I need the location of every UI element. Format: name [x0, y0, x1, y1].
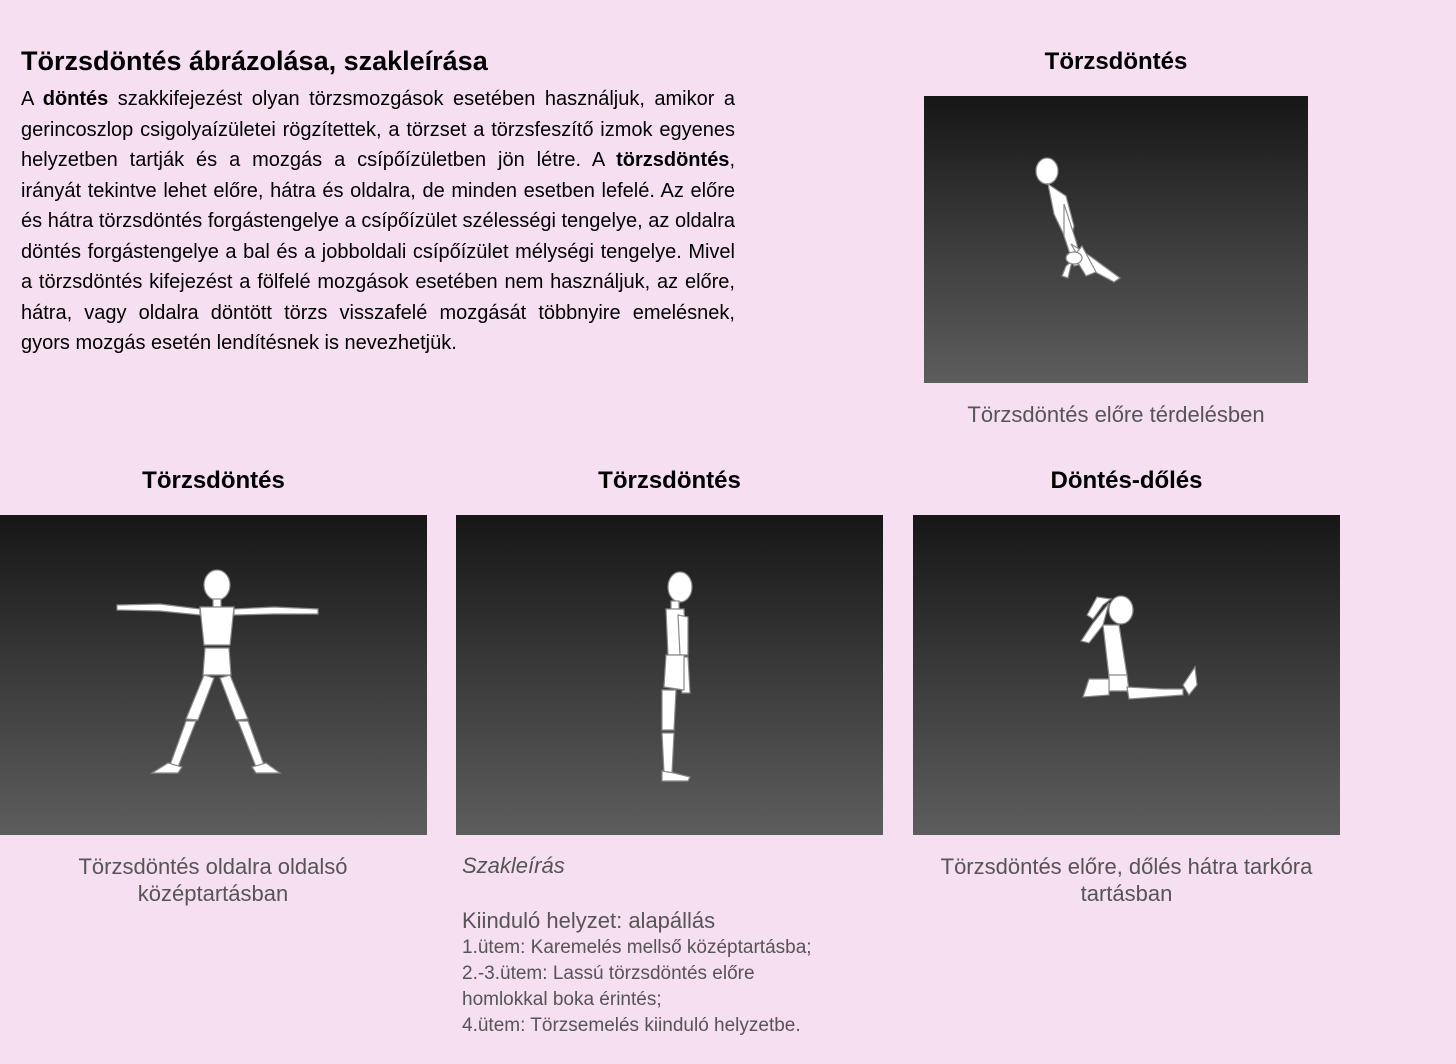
- mannequin-arms-sideways: [0, 515, 427, 835]
- figure-3-image[interactable]: [456, 515, 883, 835]
- description-step: 2.-3.ütem: Lassú törzsdöntés előre homlokkal boka érintés;: [462, 963, 755, 1010]
- figure-2-title: Törzsdöntés: [142, 467, 285, 494]
- page-title: Törzsdöntés ábrázolása, szakleírása: [21, 46, 488, 76]
- figure-3-title: Törzsdöntés: [598, 467, 741, 494]
- exercise-description: [462, 852, 882, 1039]
- figure-4-title: Döntés-dőlés: [1050, 467, 1203, 494]
- description-start-position: Kiinduló helyzet: alapállás: [462, 908, 716, 933]
- figure-1-image[interactable]: [924, 96, 1308, 383]
- figure-2-caption: Törzsdöntés oldalra oldalsó középtartásban: [78, 854, 348, 906]
- figure-1-title: Törzsdöntés: [1044, 48, 1188, 75]
- figure-2-image[interactable]: [0, 515, 427, 835]
- mannequin-seated: [913, 515, 1340, 835]
- description-step: 1.ütem: Karemelés mellső középtartásba;: [462, 937, 812, 958]
- mannequin-standing-profile: [456, 515, 883, 835]
- intro-text-2: szakkifejezést olyan törzsmozgások esetében használjuk, amikor a gerincoszlop csigolyaízületei rögzítettek, a törzset a törzsfeszítő izmok egyenes helyzetben tartják és a mozgás a csípőízületben jön létre. A: [21, 88, 735, 171]
- intro-bold-1: döntés: [42, 88, 109, 110]
- figure-1-caption: Törzsdöntés előre térdelésben: [967, 402, 1265, 427]
- description-step: 4.ütem: Törzsemelés kiinduló helyzetbe.: [462, 1015, 801, 1036]
- intro-text-3: , irányát tekintve lehet előre, hátra és oldalra, de minden esetben lefelé. Az előre és hátra törzsdöntés forgástengelye a csípőízület szélességi tengelye, az oldalra döntés forgástengelye a bal és a jobboldali csípőízület mélységi tengelye. Mivel a törzsdöntés kifejezést a fölfelé mozgások esetében nem használjuk, az előre, hátra, vagy oldalra döntött törzs visszafelé mozgását többnyire emelésnek, gyors mozgás esetén lendítésnek is nevezhetjük.: [21, 149, 735, 354]
- figure-4-caption: Törzsdöntés előre, dőlés hátra tarkóra tartásban: [940, 854, 1313, 906]
- intro-paragraph: [21, 84, 735, 359]
- figure-4-image[interactable]: [913, 515, 1340, 835]
- intro-bold-2: törzsdöntés: [616, 149, 730, 171]
- mannequin-kneeling: [924, 96, 1308, 383]
- intro-section: [21, 44, 735, 359]
- intro-text-1: A: [21, 88, 43, 110]
- description-title: Szakleírás: [462, 853, 565, 878]
